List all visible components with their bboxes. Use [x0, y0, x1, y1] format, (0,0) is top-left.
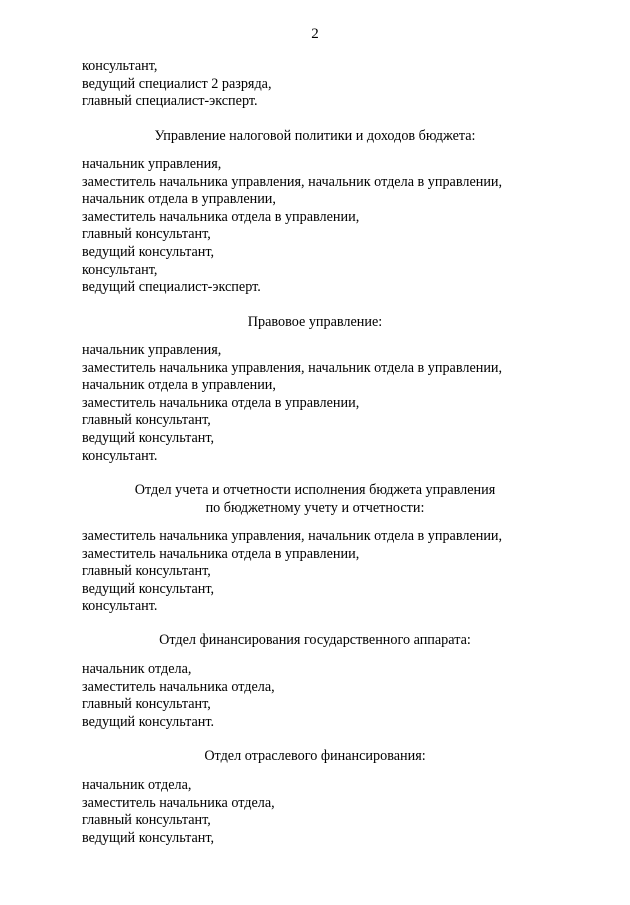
list-item: начальник отдела,: [82, 777, 192, 793]
list-item: ведущий консультант.: [82, 713, 215, 730]
section-list-gov-financing: [82, 661, 552, 731]
list-item: главный консультант,: [82, 563, 211, 580]
list-item: заместитель начальника отдела,: [82, 794, 275, 811]
section-heading-line: Отдел отраслевого финансирования:: [204, 748, 426, 764]
list-item: главный консультант,: [82, 412, 211, 429]
section-heading-gov-financing: [80, 632, 550, 650]
list-item: заместитель начальника управления, начальник отдела в управлении,: [82, 528, 503, 544]
list-item: консультант.: [82, 598, 158, 615]
list-item: ведущий специалист-эксперт.: [82, 279, 261, 296]
page-number: 2: [311, 26, 319, 42]
list-item: ведущий специалист 2 разряда,: [82, 75, 272, 92]
section-heading-accounting: [80, 482, 550, 517]
list-item: заместитель начальника управления, начальник отдела в управлении,: [82, 359, 503, 376]
section-heading-sector-financing: [80, 748, 550, 766]
list-item: заместитель начальника отдела,: [82, 678, 275, 695]
list-item: ведущий консультант,: [82, 429, 215, 446]
section-list-tax-policy: [82, 156, 552, 297]
section-heading-tax-policy: [80, 128, 550, 146]
list-item: начальник отдела в управлении,: [82, 191, 276, 208]
intro-list: [82, 58, 552, 111]
section-heading-line: Правовое управление:: [247, 314, 383, 330]
section-heading-legal: [80, 314, 550, 332]
list-item: главный консультант,: [82, 812, 211, 829]
list-item: начальник отдела,: [82, 661, 192, 677]
list-item: ведущий консультант,: [82, 829, 215, 846]
list-item: начальник управления,: [82, 156, 222, 172]
list-item: консультант,: [82, 58, 158, 74]
section-heading-line: Отдел учета и отчетности исполнения бюджета управления: [134, 482, 496, 498]
list-item: консультант,: [82, 261, 158, 278]
list-item: заместитель начальника отдела в управлении,: [82, 208, 360, 225]
list-item: ведущий консультант,: [82, 243, 215, 260]
section-list-legal: [82, 342, 552, 465]
section-heading-line: Отдел финансирования государственного аппарата:: [159, 632, 471, 648]
list-item: заместитель начальника управления, начальник отдела в управлении,: [82, 173, 503, 190]
list-item: начальник управления,: [82, 342, 222, 358]
list-item: начальник отдела в управлении,: [82, 377, 276, 394]
list-item: главный специалист-эксперт.: [82, 93, 258, 110]
section-heading-line: Управление налоговой политики и доходов бюджета:: [154, 128, 476, 144]
list-item: заместитель начальника отдела в управлении,: [82, 545, 360, 562]
list-item: главный консультант,: [82, 696, 211, 713]
list-item: главный консультант,: [82, 226, 211, 243]
section-list-accounting: [82, 528, 552, 616]
list-item: консультант.: [82, 447, 158, 464]
list-item: ведущий консультант,: [82, 580, 215, 597]
list-item: заместитель начальника отдела в управлении,: [82, 394, 360, 411]
section-list-sector-financing: [82, 777, 552, 847]
section-heading-line: по бюджетному учету и отчетности:: [205, 499, 425, 516]
